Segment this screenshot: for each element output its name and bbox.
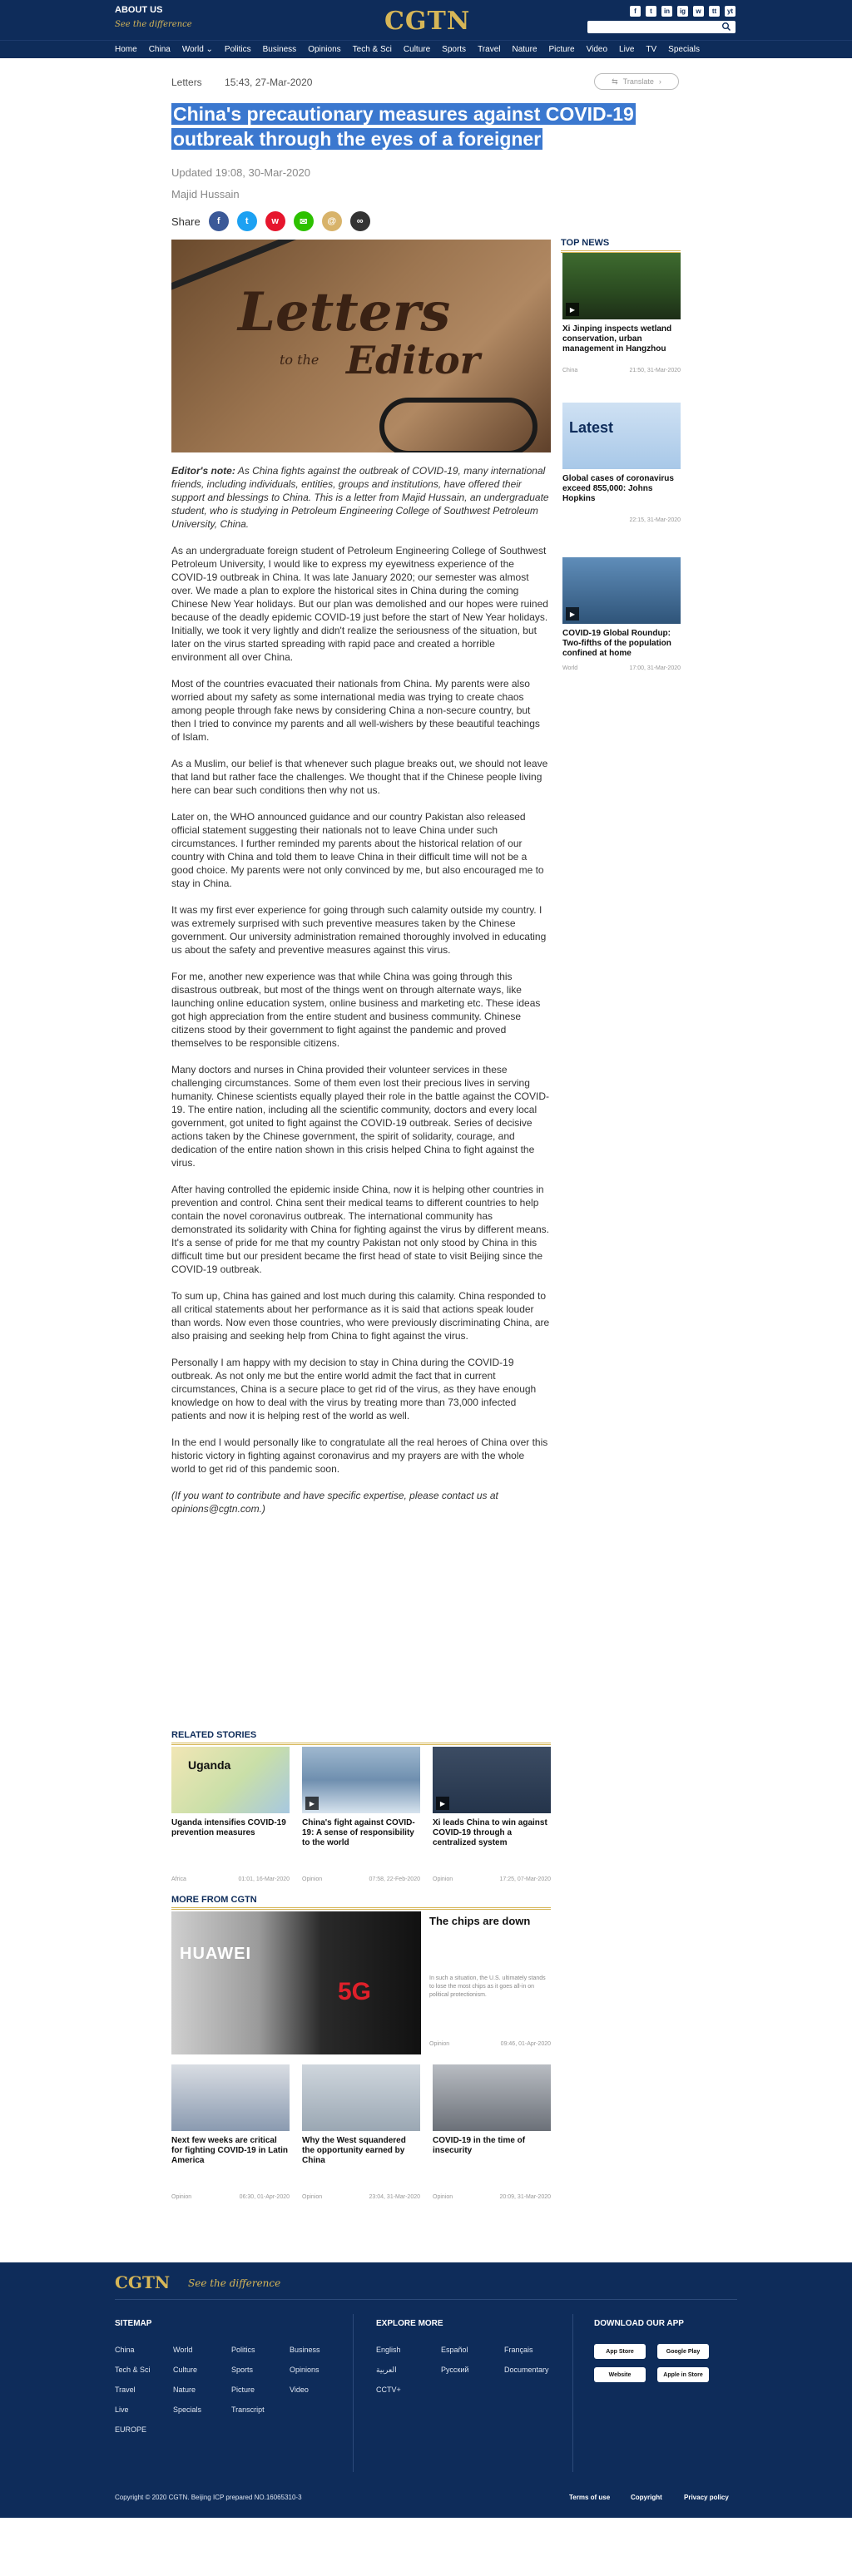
paragraph: As an undergraduate foreign student of Petroleum Engineering College of Southwest Petroleum University, I would like to express my eyewitness experience of the COVID-19 outbreak in China. It was late January 2020; our semester was almost over. We made a plan to explore the historical sites in China during the coming Chinese New Year holidays. But our plan was demolished and our hopes were ruined because of the deadly epidemic COVID-19 just before the start of New Year holidays. Initially, we took it very lightly and didn't realize the seriousness of the situation, but later on the virus started spreading with rapid pace and created a horrible environment all over China. <box>171 545 548 663</box>
feature-title[interactable]: The chips are down <box>429 1915 531 1927</box>
top-news-thumbnail[interactable] <box>562 253 681 319</box>
related-story-card[interactable] <box>302 1747 420 1882</box>
paragraph: As a Muslim, our belief is that whenever such plague breaks out, we should not leave that land but rather face the challenges. We thought that if the Chinese people living here can bear such conditions then why not us. <box>171 758 548 796</box>
article-headline <box>171 101 671 151</box>
author-name[interactable]: Majid Hussain <box>171 188 240 200</box>
more-title[interactable]: COVID-19 in the time of insecurity <box>433 2136 526 2155</box>
top-news-title[interactable]: COVID-19 Global Roundup: Two-fifths of the population confined at home <box>562 629 671 658</box>
website-badge[interactable]: Website <box>594 2367 646 2382</box>
top-news-tag[interactable]: China <box>562 368 578 373</box>
nav-sports[interactable]: Sports <box>442 45 467 54</box>
more-time: 20:09, 31-Mar-2020 <box>499 2194 551 2200</box>
wechat-share-icon[interactable]: ✉ <box>294 211 314 231</box>
nav-business[interactable]: Business <box>262 45 297 54</box>
feature-tag[interactable]: Opinion <box>429 2041 450 2047</box>
top-news-item[interactable] <box>562 403 681 523</box>
facebook-icon[interactable]: f <box>630 6 641 17</box>
footer-link-documentary[interactable]: Documentary <box>504 2366 549 2374</box>
more-tag[interactable]: Opinion <box>433 2194 453 2200</box>
footer-link-world[interactable]: World <box>173 2346 193 2354</box>
search-icon[interactable] <box>721 22 731 32</box>
related-title[interactable]: Xi leads China to win against COVID-19 through a centralized system <box>433 1818 547 1847</box>
slogan: See the difference <box>115 20 192 29</box>
paragraph: Most of the countries evacuated their nationals from China. My parents were also worried about my safety as some international media was trying to create chaos among people through fake news by considering China a non-secure country, but then I tried to convince my parents and all well-wishers by these beautiful teachings of Islam. <box>171 678 540 743</box>
footer-link-europe[interactable]: EUROPE <box>115 2425 147 2434</box>
top-news-meta <box>562 665 681 671</box>
more-title[interactable]: Next few weeks are critical for fighting COVID-19 in Latin America <box>171 2136 288 2165</box>
nav-live[interactable]: Live <box>619 45 635 54</box>
footer-link-nature[interactable]: Nature <box>173 2386 196 2394</box>
weibo-share-icon[interactable]: w <box>265 211 285 231</box>
headline-line-2: outbreak through the eyes of a foreigner <box>173 128 542 150</box>
top-news-time: 17:00, 31-Mar-2020 <box>629 665 681 671</box>
footer-link-china[interactable]: China <box>115 2346 135 2354</box>
more-story-card[interactable] <box>302 2064 420 2200</box>
footer-link-transcript[interactable]: Transcript <box>231 2405 265 2414</box>
related-meta <box>433 1876 551 1882</box>
explore-more-heading: EXPLORE MORE <box>376 2319 443 2328</box>
paragraph: To sum up, China has gained and lost much during this calamity. China responded to all critical statements about her performance as it is said that actions speak louder than words. Now even those countries, who were previously discriminating China, are also praising and seeking help from China to fight against the virus. <box>171 1290 550 1342</box>
hero-image <box>171 240 551 452</box>
nav-politics[interactable]: Politics <box>224 45 251 54</box>
nav-culture[interactable]: Culture <box>403 45 431 54</box>
related-meta <box>171 1876 290 1882</box>
paragraph: Later on, the WHO announced guidance and our country Pakistan also released official statement suggesting their nationals not to leave China under such circumstances. I further reminded my parents about the historical relation of our country with China and told them to leave China in their difficult time will not be a good choice. My parents were not only convinced by me, but also encouraged me to stay in China. <box>171 811 544 889</box>
footer-link-russian[interactable]: Русский <box>441 2366 469 2374</box>
paragraph: It was my first ever experience for going through such calamity outside my country. I was extremely surprised with such preventive measures taken by the Chinese government. Our university administration remained thoroughly involved in educating us about the safety and preventive measures against this virus. <box>171 904 547 956</box>
publish-time: 15:43, 27-Mar-2020 <box>225 77 313 88</box>
link-share-icon[interactable]: ∞ <box>350 211 370 231</box>
facebook-share-icon[interactable]: f <box>209 211 229 231</box>
more-meta <box>433 2194 551 2200</box>
more-title[interactable]: Why the West squandered the opportunity earned by China <box>302 2136 406 2165</box>
related-meta <box>302 1876 420 1882</box>
about-us-link[interactable]: ABOUT US <box>115 5 163 15</box>
top-news-item[interactable] <box>562 253 681 373</box>
related-tag[interactable]: Africa <box>171 1876 186 1882</box>
hero-text-to-the: to the <box>280 352 320 368</box>
footer-link-opinions[interactable]: Opinions <box>290 2366 320 2374</box>
related-stories-heading: RELATED STORIES <box>171 1730 551 1745</box>
hero-text-editor: Editor <box>346 338 480 383</box>
social-links <box>630 6 736 17</box>
chevron-right-icon: › <box>658 77 661 86</box>
play-icon: ▶ <box>436 1797 449 1810</box>
play-icon: ▶ <box>566 303 579 316</box>
footer-link-arabic[interactable]: العربية <box>376 2366 397 2374</box>
nav-nature[interactable]: Nature <box>512 45 537 54</box>
share-label: Share <box>171 215 201 228</box>
footer-link-picture[interactable]: Picture <box>231 2386 255 2394</box>
paragraph: For me, another new experience was that while China was going through this disastrous outbreak, but most of the things went on through alternate ways, like launching online education system, online business and marketing etc. These ideas got high appreciation from the entire student and business community. Chinese citizens stood by their government to fight against the pandemic and proved themselves to be responsible citizens. <box>171 971 541 1049</box>
related-title[interactable]: Uganda intensifies COVID-19 prevention measures <box>171 1818 286 1837</box>
translate-icon: ⇆ <box>612 77 618 86</box>
related-time: 07:58, 22-Feb-2020 <box>369 1876 420 1882</box>
related-time: 01:01, 16-Mar-2020 <box>238 1876 290 1882</box>
footer-link-francais[interactable]: Français <box>504 2346 533 2354</box>
google-play-badge[interactable]: Google Play <box>657 2344 709 2359</box>
nav-video[interactable]: Video <box>586 45 608 54</box>
more-thumbnail[interactable] <box>302 2064 420 2131</box>
copyright-link[interactable]: Copyright <box>631 2494 662 2501</box>
twitter-icon[interactable]: t <box>646 6 656 17</box>
top-news-heading: TOP NEWS <box>561 238 681 253</box>
more-meta <box>302 2194 420 2200</box>
more-meta <box>171 2194 290 2200</box>
copyright-text: Copyright © 2020 CGTN. Beijing ICP prepared NO.16065310-3 <box>115 2494 302 2501</box>
nav-opinions[interactable]: Opinions <box>308 45 341 54</box>
footer-logo[interactable]: CGTN <box>115 2272 171 2292</box>
paragraph: Personally I am happy with my decision to stay in China during the COVID-19 outbreak. As not only me but the entire world admit the fact that in current circumstances, China is a secure place to get rid of the virus, as they have enough knowledge on how to deal with the virus by treating more than 73,000 infected patients and now it is helping rest of the world as well. <box>171 1357 537 1421</box>
site-footer <box>0 2262 852 2518</box>
related-thumbnail[interactable] <box>433 1747 551 1813</box>
editors-note-label: Editor's note: <box>171 465 235 477</box>
5g-sign-text: 5G <box>338 1978 372 2005</box>
section-label[interactable]: Letters <box>171 77 202 88</box>
top-news-tag[interactable]: World <box>562 665 578 671</box>
translate-button[interactable] <box>594 73 679 90</box>
top-news-item[interactable] <box>562 557 681 671</box>
cgtn-logo[interactable]: CGTN <box>384 7 471 36</box>
hero-text-letters: Letters <box>238 281 451 344</box>
play-icon: ▶ <box>305 1797 319 1810</box>
editors-note-text: As China fights against the outbreak of COVID-19, many international friends, including individuals, entities, groups and institutions, have offered their support and blessings to China. This is a letter from Majid Hussain, an undergraduate student, who is studying in Petroleum Engineering College of Southwest Petroleum University, China. <box>171 465 549 530</box>
headline-line-1: China's precautionary measures against COVID-19 <box>173 103 634 125</box>
related-story-card[interactable] <box>171 1747 290 1882</box>
footer-link-business[interactable]: Business <box>290 2346 320 2354</box>
latest-graphic: Latest <box>569 419 614 436</box>
paragraph: After having controlled the epidemic inside China, now it is helping other countries in prevention and control. China sent their medical teams to different countries to help contain the novel coronavirus outbreak. The international community has demonstrated its solidarity with China for fighting against the virus by different means. It's a sense of pride for me that my country Pakistan not only stood by China in this difficult time but our president became the first head of state to visit Beijing since the COVID-19 outbreak. <box>171 1184 550 1275</box>
more-time: 23:04, 31-Mar-2020 <box>369 2194 420 2200</box>
footer-link-sports[interactable]: Sports <box>231 2366 254 2374</box>
nav-tech-sci[interactable]: Tech & Sci <box>352 45 392 54</box>
translate-label: Translate <box>622 77 654 86</box>
editors-note <box>171 464 551 531</box>
article-body <box>171 464 551 1529</box>
feature-description: In such a situation, the U.S. ultimately stands to lose the most chips as it goes all-in on political protectionism. <box>429 1975 546 1998</box>
paragraph: In the end I would personally like to congratulate all the real heroes of China over this historic victory in fighting against coronavirus and my prayers are with the whole world to get rid of this pandemic soon. <box>171 1436 548 1475</box>
paragraph: Many doctors and nurses in China provided their volunteer services in these challenging circumstances. Some of them even lost their precious lives in serving humanity. Chinese scientists equally played their role in the battle against the COVID-19. The entire nation, including all the scientific community, doctors and every local government, got united to fight against the COVID-19 outbreak. Series of decisive actions taken by the Chinese government, the spirit of solidarity, courage, and dedication of the entire nation shown in this crisis helped China to fight against the virus. <box>171 1064 550 1169</box>
terms-link[interactable]: Terms of use <box>569 2494 611 2501</box>
related-thumbnail[interactable] <box>302 1747 420 1813</box>
top-news-time: 22:15, 31-Mar-2020 <box>629 517 681 523</box>
top-news-thumbnail[interactable] <box>562 403 681 469</box>
youtube-icon[interactable]: yt <box>725 6 736 17</box>
weibo-icon[interactable]: w <box>693 6 704 17</box>
email-share-icon[interactable]: @ <box>322 211 342 231</box>
footer-link-travel[interactable]: Travel <box>115 2386 136 2394</box>
top-news-time: 21:50, 31-Mar-2020 <box>629 368 681 373</box>
nav-home[interactable]: Home <box>115 45 137 54</box>
nav-travel[interactable]: Travel <box>478 45 501 54</box>
search-input[interactable] <box>587 21 736 33</box>
nav-china[interactable]: China <box>148 45 171 54</box>
nav-specials[interactable]: Specials <box>668 45 700 54</box>
play-icon: ▶ <box>566 607 579 621</box>
top-news-meta <box>562 368 681 373</box>
instagram-icon[interactable]: ig <box>677 6 688 17</box>
nav-picture[interactable]: Picture <box>548 45 575 54</box>
top-bar <box>0 0 852 40</box>
contribute-note: (If you want to contribute and have specific expertise, please contact us at opinions@cgtn.com.) <box>171 1490 498 1515</box>
apple-store-badge[interactable]: Apple in Store <box>657 2367 709 2382</box>
tiktok-icon[interactable]: tt <box>709 6 720 17</box>
linkedin-icon[interactable]: in <box>661 6 672 17</box>
nav-tv[interactable]: TV <box>646 45 657 54</box>
related-time: 17:25, 07-Mar-2020 <box>499 1876 551 1882</box>
footer-link-tech-sci[interactable]: Tech & Sci <box>115 2366 151 2374</box>
footer-link-politics[interactable]: Politics <box>231 2346 255 2354</box>
glasses-shape <box>379 398 537 452</box>
download-app-heading: DOWNLOAD OUR APP <box>594 2319 684 2328</box>
uganda-map-label: Uganda <box>188 1758 231 1772</box>
related-tag[interactable]: Opinion <box>302 1876 323 1882</box>
top-news-thumbnail[interactable] <box>562 557 681 624</box>
updated-time: Updated 19:08, 30-Mar-2020 <box>171 166 310 179</box>
app-store-badge[interactable]: App Store <box>594 2344 646 2359</box>
related-tag[interactable]: Opinion <box>433 1876 453 1882</box>
top-news-title[interactable]: Global cases of coronavirus exceed 855,000: Johns Hopkins <box>562 474 674 503</box>
footer-link-espanol[interactable]: Español <box>441 2346 468 2354</box>
related-story-card[interactable] <box>433 1747 551 1882</box>
more-tag[interactable]: Opinion <box>171 2194 192 2200</box>
more-story-card[interactable] <box>171 2064 290 2200</box>
footer-slogan: See the difference <box>188 2277 281 2289</box>
related-title[interactable]: China's fight against COVID-19: A sense of responsibility to the world <box>302 1818 415 1847</box>
footer-link-specials[interactable]: Specials <box>173 2405 202 2414</box>
sitemap-heading: SITEMAP <box>115 2319 152 2328</box>
more-thumbnail[interactable] <box>433 2064 551 2131</box>
article-meta <box>171 77 312 88</box>
footer-link-culture[interactable]: Culture <box>173 2366 198 2374</box>
more-time: 06:30, 01-Apr-2020 <box>239 2194 290 2200</box>
top-news-meta <box>562 517 681 523</box>
feature-meta <box>429 2041 551 2047</box>
main-nav <box>0 40 852 58</box>
huawei-logo-text: HUAWEI <box>180 1945 251 1963</box>
more-thumbnail[interactable] <box>171 2064 290 2131</box>
privacy-link[interactable]: Privacy policy <box>684 2494 729 2501</box>
related-thumbnail[interactable] <box>171 1747 290 1813</box>
more-tag[interactable]: Opinion <box>302 2194 323 2200</box>
nav-world[interactable]: World ⌄ <box>181 45 213 54</box>
footer-divider <box>115 2299 737 2300</box>
feature-time: 09:46, 01-Apr-2020 <box>500 2041 551 2047</box>
share-bar <box>171 211 370 231</box>
more-from-cgtn-heading: MORE FROM CGTN <box>171 1895 551 1910</box>
top-news-title[interactable]: Xi Jinping inspects wetland conservation, urban management in Hangzhou <box>562 324 672 354</box>
twitter-share-icon[interactable]: t <box>237 211 257 231</box>
footer-link-cctv[interactable]: CCTV+ <box>376 2386 401 2394</box>
footer-link-english[interactable]: English <box>376 2346 401 2354</box>
feature-image[interactable] <box>171 1911 421 2054</box>
more-story-card[interactable] <box>433 2064 551 2200</box>
footer-link-video[interactable]: Video <box>290 2386 309 2394</box>
footer-column-divider <box>353 2314 354 2472</box>
footer-link-live[interactable]: Live <box>115 2405 129 2414</box>
footer-column-divider <box>572 2314 573 2472</box>
